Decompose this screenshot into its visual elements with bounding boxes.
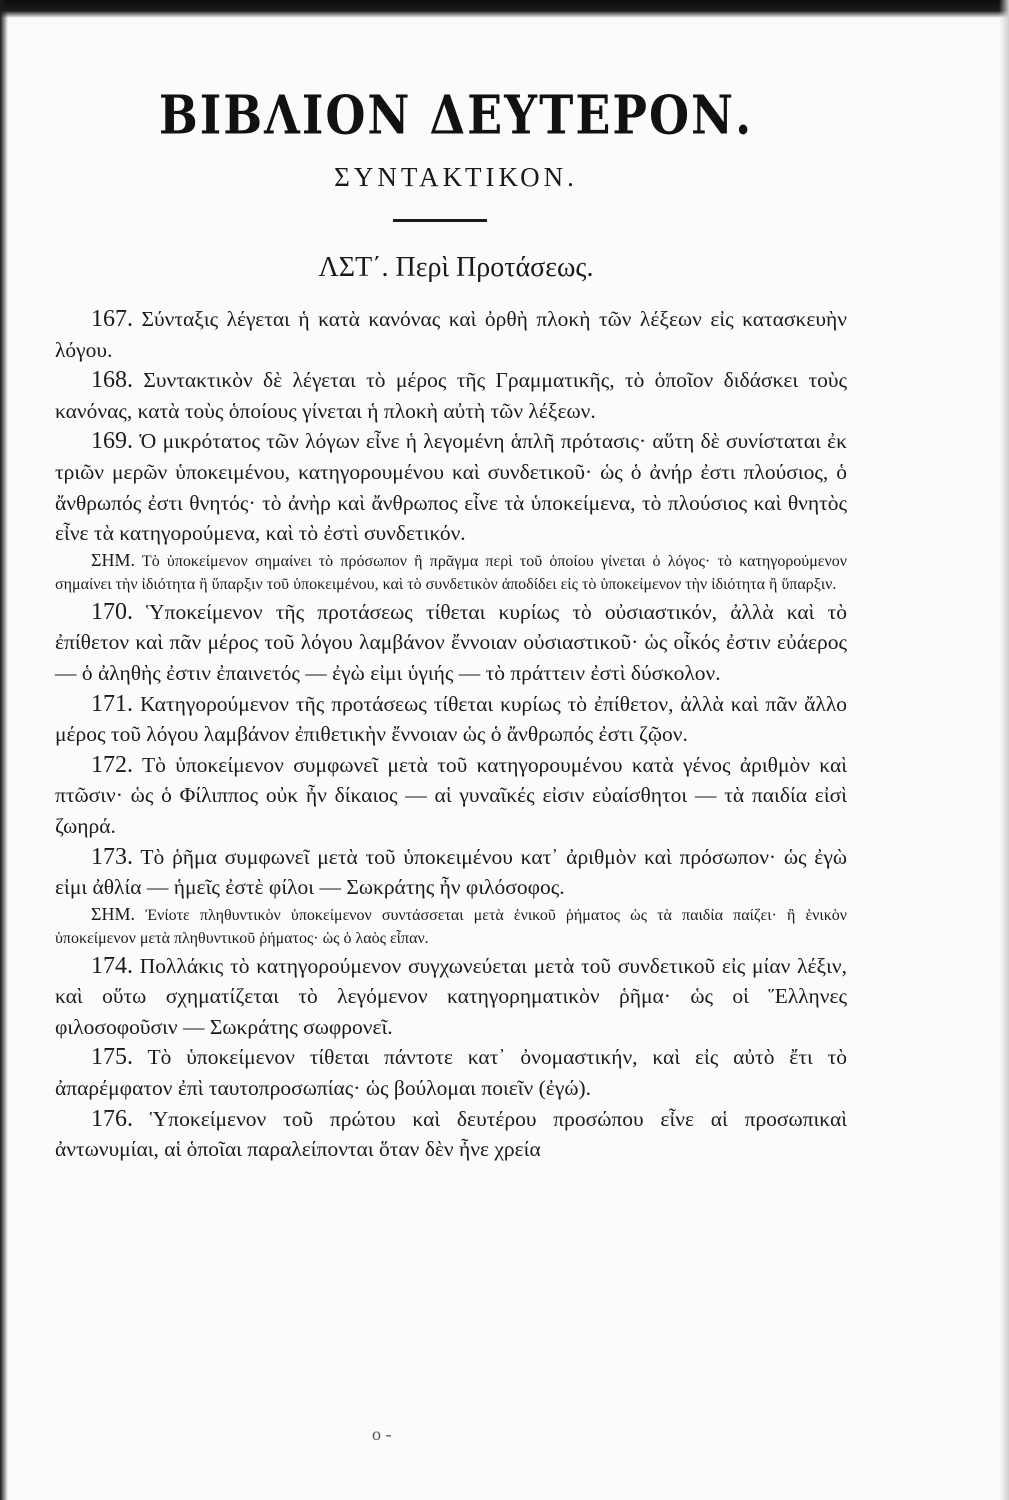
paragraph-text: Πολλάκις τὸ κατηγορούμενον συγχωνεύεται μετὰ τοῦ συνδετικοῦ εἰς μίαν λέξιν, καὶ οὕτω σχηματίζεται τὸ λεγόμενον κατηγορηματικὸν ῥῆμα· ὡς οἱ Ἕλληνες φιλοσοφοῦσιν — Σωκράτης σωφρονεῖ. — [55, 953, 847, 1039]
paragraph-number: 176. — [91, 1105, 133, 1132]
paragraph-number: 172. — [91, 751, 133, 778]
note-label: ΣΗΜ. — [91, 549, 135, 570]
paragraph-number: 170. — [91, 598, 133, 625]
paragraph-170 — [55, 597, 847, 689]
paragraph-text: Τὸ ὑποκείμενον συμφωνεῖ μετὰ τοῦ κατηγορουμένου κατὰ γένος ἀριθμὸν καὶ πτῶσιν· ὡς ὁ Φίλιππος οὐκ ἦν δίκαιος — αἱ γυναῖκές εἰσιν εὐαίσθητοι — τὰ παιδία εἰσὶ ζωηρά. — [55, 752, 847, 838]
scan-shadow-top — [0, 0, 1009, 18]
book-title: ΒΙΒΛΙΟΝ ΔΕΥΤΕΡΟΝ. — [158, 83, 754, 147]
paragraph-number: 171. — [91, 690, 133, 717]
paragraph-number: 169. — [91, 428, 133, 455]
paragraph-174 — [55, 951, 847, 1043]
paragraph-175 — [55, 1042, 847, 1103]
paragraph-169 — [55, 426, 847, 548]
book-subtitle: ΣΥΝΤΑΚΤΙΚΟΝ. — [334, 162, 578, 192]
paragraph-172 — [55, 750, 847, 842]
chapter-title: ΛΣΤ΄. Περὶ Προτάσεως. — [318, 252, 594, 283]
body-text — [55, 304, 847, 1165]
paragraph-text: Ὑποκείμενον τῆς προτάσεως τίθεται κυρίως τὸ οὐσιαστικόν, ἀλλὰ καὶ τὸ ἐπίθετον καὶ πᾶν μέρος τοῦ λόγου λαμβάνον ἔννοιαν οὐσιαστικοῦ· ὡς οἶκός ἐστιν εὐάερος — ὁ ἀληθὴς ἐστιν ἐπαινετός — ἐγὼ εἰμι ὑγιής — τὸ πράττειν ἐστὶ δύσκολον. — [55, 599, 847, 685]
page-number: ο - — [372, 1424, 392, 1444]
paragraph-text: Ὁ μικρότατος τῶν λόγων εἶνε ἡ λεγομένη ἁπλῆ πρότασις· αὕτη δὲ συνίσταται ἐκ τριῶν μερῶν ὑποκειμένου, κατηγορουμένου καὶ συνδετικοῦ· ὡς ὁ ἀνήρ ἐστι πλούσιος, ὁ ἄνθρωπός ἐστι θνητός· τὸ ἀνὴρ καὶ ἄνθρωπος εἶνε τὰ ὑποκείμενα, τὸ πλούσιος καὶ θνητὸς εἶνε τὰ κατηγορούμενα, καὶ τὸ ἐστὶ συνδετικόν. — [55, 429, 847, 546]
paragraph-number: 168. — [91, 367, 133, 394]
paragraph-number: 175. — [91, 1044, 133, 1071]
paragraph-text: Τὸ ῥῆμα συμφωνεῖ μετὰ τοῦ ὑποκειμένου κατ᾽ ἀριθμὸν καὶ πρόσωπον· ὡς ἐγὼ εἰμι ἀθλία — ἡμεῖς ἐστὲ φίλοι — Σωκράτης ἦν φιλόσοφος. — [55, 844, 847, 900]
paragraph-171 — [55, 689, 847, 750]
paragraph-text: Κατηγορούμενον τῆς προτάσεως τίθεται κυρίως τὸ ἐπίθετον, ἀλλὰ καὶ πᾶν ἄλλο μέρος τοῦ λόγου λαμβάνον ἐπιθετικὴν ἔννοιαν ὡς ὁ ἄνθρωπός ἐστι ζῷον. — [55, 691, 848, 747]
paragraph-167 — [55, 304, 847, 365]
note-text: Ἐνίοτε πληθυντικὸν ὑποκείμενον συντάσσεται μετὰ ἑνικοῦ ῥήματος ὡς τὰ παιδία παίζει· ἢ ἑνικὸν ὑποκείμενον μετὰ πληθυντικοῦ ῥήματος· ὡς ὁ λαὸς εἶπαν. — [55, 906, 848, 948]
paragraph-text: Τὸ ὑποκείμενον τίθεται πάντοτε κατ᾽ ὀνομαστικήν, καὶ εἰς αὐτὸ ἔτι τὸ ἀπαρέμφατον ἐπὶ ταυτοπροσωπίας· ὡς βούλομαι ποιεῖν (ἐγώ). — [55, 1045, 848, 1101]
paragraph-text: Ὑποκείμενον τοῦ πρώτου καὶ δευτέρου προσώπου εἶνε αἱ προσωπικαὶ ἀντωνυμίαι, αἱ ὁποῖαι παραλείπονται ὅταν δὲν ἦνε χρεία — [55, 1106, 848, 1162]
paragraph-text: Σύνταξις λέγεται ἡ κατὰ κανόνας καὶ ὀρθὴ πλοκὴ τῶν λέξεων εἰς κατασκευὴν λόγου. — [55, 307, 847, 362]
note-label: ΣΗΜ. — [91, 903, 135, 924]
paragraph-text: Συντακτικὸν δὲ λέγεται τὸ μέρος τῆς Γραμματικῆς, τὸ ὁποῖον διδάσκει τοὺς κανόνας, κατὰ τοὺς ὁποίους γίνεται ἡ πλοκὴ αὐτὴ τῶν λέξεων. — [55, 368, 848, 423]
paragraph-number: 174. — [91, 952, 133, 979]
paragraph-173 — [55, 842, 847, 903]
scan-shadow-right — [999, 0, 1009, 1500]
paragraph-number: 167. — [91, 306, 133, 332]
paragraph-number: 173. — [91, 843, 133, 870]
paragraph-168 — [55, 365, 847, 426]
paragraph-176 — [55, 1104, 847, 1165]
note-text: Τὸ ὑποκείμενον σημαίνει τὸ πρόσωπον ἢ πρᾶγμα περὶ τοῦ ὁποίου γίνεται ὁ λόγος· τὸ κατηγορούμενον σημαίνει τὴν ἰδιότητα ἢ ὕπαρξιν τοῦ ὑποκειμένου, καὶ τὸ συνδετικὸν ἀποδίδει εἰς τὸ ὑποκείμενον τὴν ἰδιότητα ἢ ὕπαρξιν. — [55, 552, 847, 594]
title-rule — [393, 219, 487, 222]
note-169 — [55, 549, 847, 597]
note-173 — [55, 903, 847, 951]
scan-shadow-left — [0, 0, 8, 1500]
